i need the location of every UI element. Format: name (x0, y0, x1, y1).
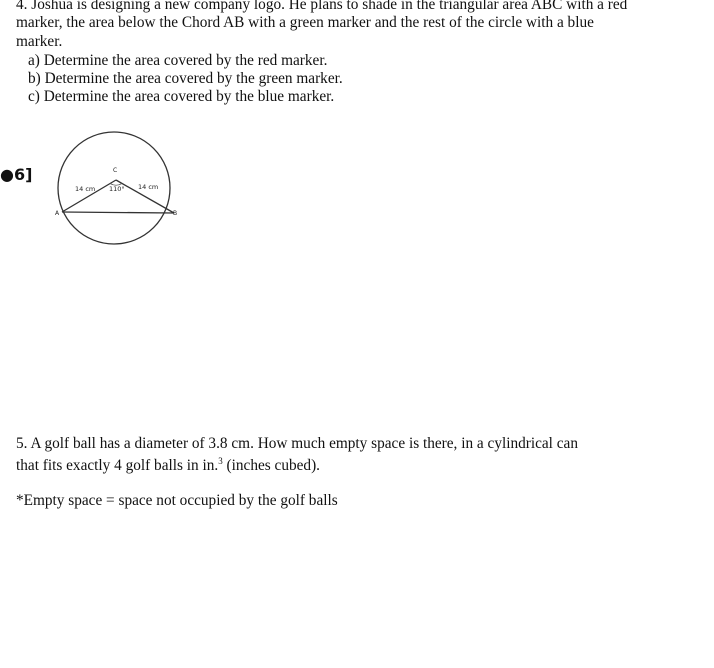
question-5-note: *Empty space = space not occupied by the golf balls (16, 492, 338, 509)
side-ac-length: 14 cm (75, 185, 96, 193)
question-4-part-b: b) Determine the area covered by the green marker. (28, 70, 343, 87)
label-a: A (55, 210, 60, 217)
question-5-line-2-text: that fits exactly 4 golf balls in in. (16, 457, 219, 474)
question-5-line-2-end: (inches cubed). (222, 457, 320, 474)
label-b: B (173, 210, 178, 217)
chord-ab (62, 212, 174, 213)
cubed-superscript: 3 (218, 456, 223, 466)
bullet-icon: ● (0, 165, 14, 184)
question-5-line-1: 5. A golf ball has a diameter of 3.8 cm. How much empty space is there, in a cylindrical can (16, 435, 578, 452)
question-4-line-2: marker, the area below the Chord AB with a green marker and the rest of the circle with a blue (16, 14, 594, 31)
question-5-line-2 (16, 457, 320, 475)
question-4-part-c: c) Determine the area covered by the blue marker. (28, 88, 335, 105)
question-4-line-3: marker. (16, 33, 63, 50)
marks-text: 6] (13, 165, 33, 184)
marks-indicator (0, 166, 32, 184)
circle-diagram (50, 130, 180, 250)
question-4-line-1: 4. Joshua is designing a new company logo. He plans to shade in the triangular area ABC with a red (16, 0, 628, 13)
label-c: C (113, 167, 118, 174)
side-bc-length: 14 cm (138, 183, 159, 191)
question-4-part-a: a) Determine the area covered by the red marker. (28, 52, 328, 69)
angle-c-value: 110° (109, 185, 125, 193)
